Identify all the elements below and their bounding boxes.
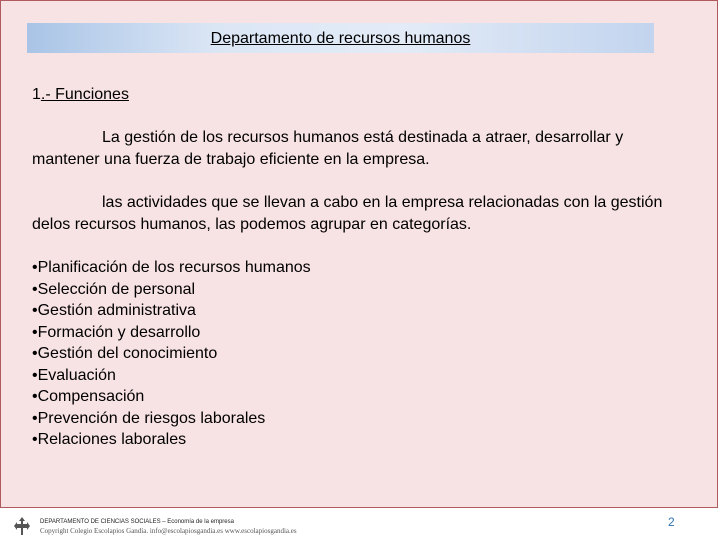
list-item: •Gestión del conocimiento [32, 345, 218, 362]
title-bar [27, 23, 654, 53]
page-number: 2 [668, 515, 675, 529]
section-number: 1 [32, 86, 41, 103]
list-item: •Formación y desarrollo [32, 323, 201, 341]
school-logo-icon [12, 516, 32, 536]
list-item: •Planificación de los recursos humanos [32, 259, 311, 276]
footer-copyright: Copyright Colegio Escolapios Gandía. info@escolapiosgandia.es www.escolapiosgandia.es [40, 527, 297, 535]
paragraph-2-text: las actividades que se llevan a cabo en la empresa relacionadas con la gestión delos recursos humanos, las podemos agrupar en categorías. [32, 194, 663, 233]
list-item: •Gestión administrativa [32, 302, 196, 319]
function-list [32, 257, 311, 451]
slide-title: Departamento de recursos humanos [210, 30, 471, 47]
section-heading-text: .- Funciones [40, 86, 129, 103]
list-item: •Prevención de riesgos laborales [32, 409, 266, 427]
list-item: •Relaciones laborales [32, 431, 187, 448]
footer-department: DEPARTAMENTO DE CIENCIAS SOCIALES – Economía de la empresa [40, 519, 234, 525]
paragraph-2 [32, 192, 692, 236]
paragraph-1-text: La gestión de los recursos humanos está destinada a atraer, desarrollar y mantener una fuerza de trabajo eficiente en la empresa. [32, 129, 624, 168]
paragraph-1 [32, 127, 692, 171]
list-item: •Compensación [32, 388, 145, 405]
list-item: •Selección de personal [32, 280, 196, 298]
list-item: •Evaluación [32, 366, 116, 384]
section-heading [32, 86, 129, 104]
